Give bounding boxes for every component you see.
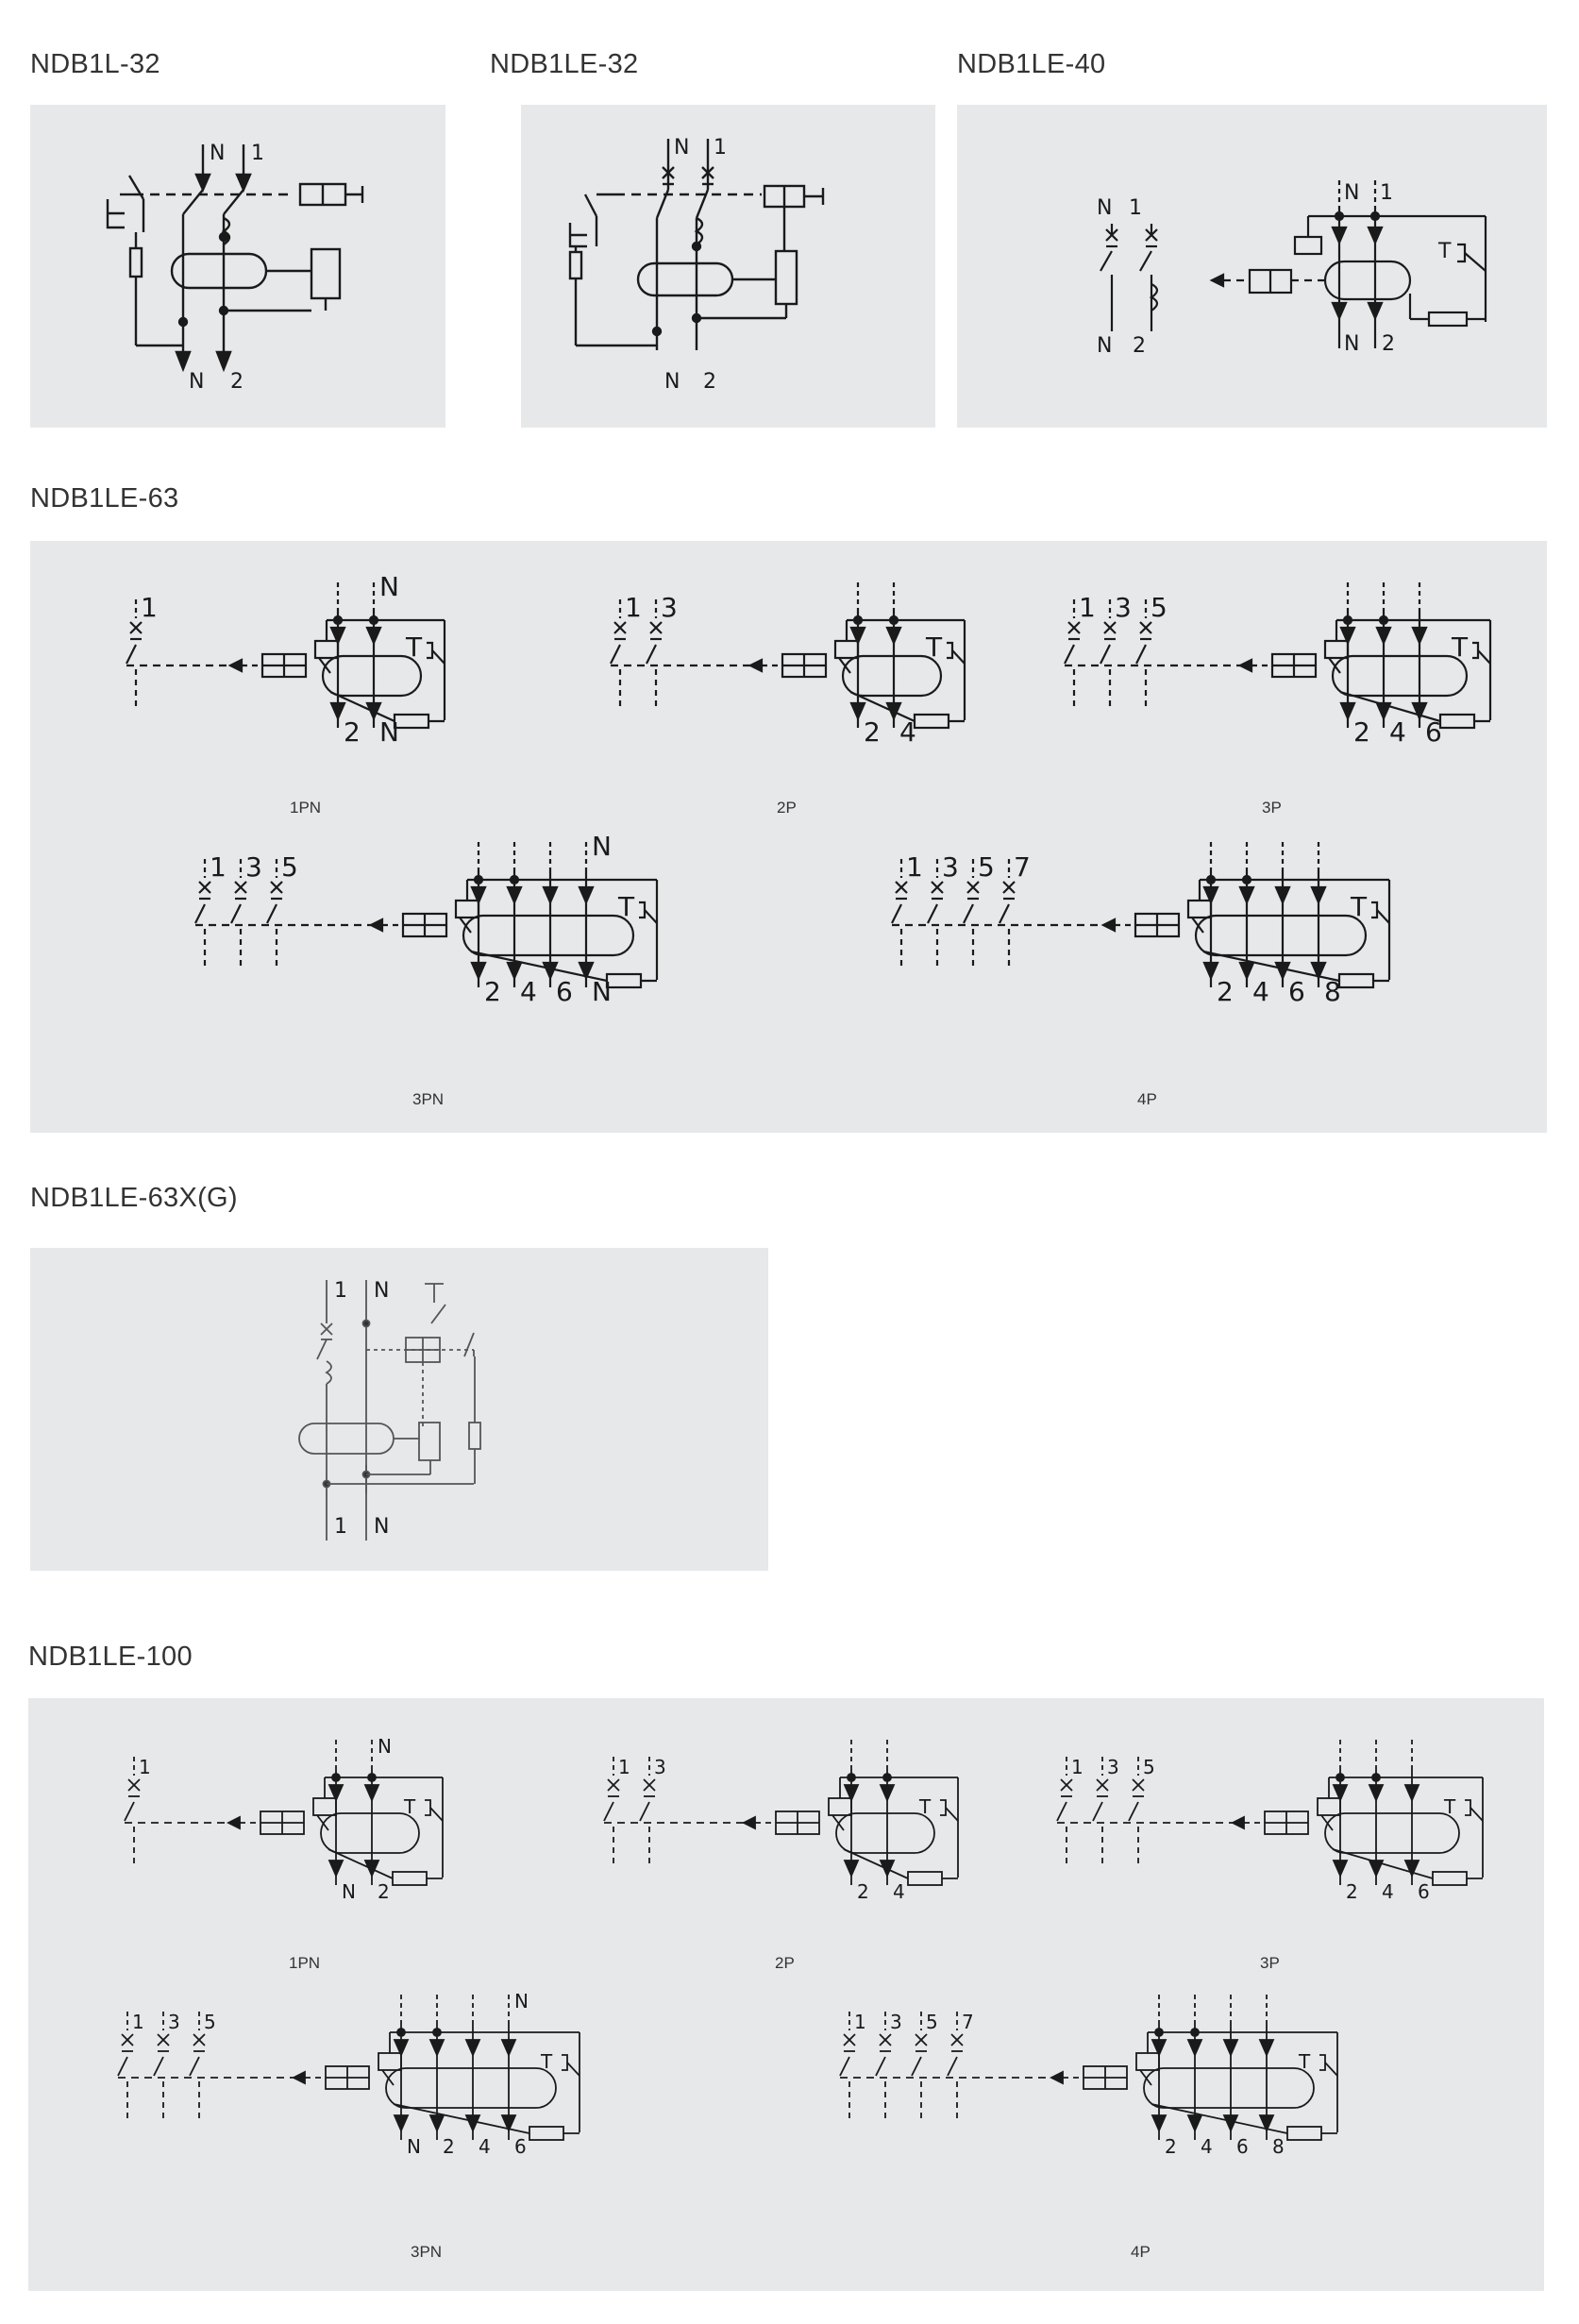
ndb1le63-1pn-node xyxy=(370,616,378,624)
ndb1le63-3pn-terminal-label: 6 xyxy=(556,976,573,1007)
ndb1le100-3pn-pole-contact xyxy=(154,2057,163,2076)
ndb1le100-4p-pole-label: 3 xyxy=(890,2011,902,2033)
label-in-n: N xyxy=(210,142,226,165)
ndb1le100-4p-arrow-out xyxy=(1152,2115,1166,2130)
ndb1le100-3pn-top-n-label: N xyxy=(514,1990,529,2012)
title-ndb1l-32: NDB1L-32 xyxy=(30,49,160,79)
ndb1le100-3p-arrow-out xyxy=(1334,1861,1347,1876)
ndb1le63-3pn-relay-link xyxy=(460,918,471,933)
ndb1le63-2p-pole-label: 3 xyxy=(661,592,678,623)
ndb1le63-4p-test-label: T xyxy=(1351,891,1368,922)
ndb1le100-2p-resistor xyxy=(908,1872,942,1885)
ndb1le100-3p-pole-contact xyxy=(1093,1802,1102,1821)
ndb1le100-3pn-pole-contact xyxy=(118,2057,127,2076)
ndb1le100-3p-test-contact xyxy=(1470,1808,1483,1821)
label-out-2: 2 xyxy=(703,370,716,394)
ndb1le63-3pn-pole-label: 3 xyxy=(245,851,262,883)
ndb1le63-3pn-arrow-in xyxy=(508,887,521,902)
ndb1le63-3pn-relay xyxy=(456,901,479,918)
ndb1le100-1pn-resistor xyxy=(393,1872,427,1885)
ndb1le63-1pn-pole-contact xyxy=(126,645,136,664)
ndb1le63-2p-terminal-label: 2 xyxy=(864,716,881,748)
ndb1le63-2p-arrow-in xyxy=(887,628,900,643)
diagram-ndb1le-40 xyxy=(957,105,1547,428)
ndb1le63-4p-test-button xyxy=(1371,902,1377,918)
ndb1le100-1pn-relay xyxy=(313,1798,336,1815)
caption-100-2p: 2P xyxy=(775,1954,795,1972)
ndb1le100-2p-test-label: T xyxy=(919,1795,932,1818)
ndb1le100-4p-pole-label: 7 xyxy=(962,2011,974,2033)
ndb1le100-4p-terminal-label: 2 xyxy=(1165,2135,1177,2158)
label-out-2: 2 xyxy=(230,370,244,394)
caption-100-4p: 4P xyxy=(1131,2243,1151,2261)
ndb1le63-1pn-arrow-in xyxy=(367,628,380,643)
ndb1le63-4p-terminal-label: 2 xyxy=(1217,976,1234,1007)
ndb1le100-4p-arrow-in xyxy=(1188,2040,1201,2055)
ndb1le100-3pn-arrow-out xyxy=(395,2115,408,2130)
caption-63-1pn: 1PN xyxy=(290,799,322,817)
ndb1le100-3p-pole-label: 5 xyxy=(1143,1756,1155,1778)
panel-ndb1l-32 xyxy=(30,105,445,428)
xg-label-bottom-n: N xyxy=(374,1515,390,1539)
xg-label-top-1: 1 xyxy=(334,1279,347,1303)
ndb1le63-1pn-link-arrow xyxy=(230,660,242,671)
ndb1le100-3p-node xyxy=(1336,1774,1344,1781)
ndb1le63-1pn-test-contact xyxy=(432,650,445,664)
diagram-ndb1le-63xg xyxy=(30,1248,768,1571)
ndb1le100-3pn-test-contact xyxy=(567,2063,580,2076)
ndb1le100-3p-terminal-label: 4 xyxy=(1382,1880,1394,1903)
ndb1le100-2p-relay xyxy=(829,1798,851,1815)
ndb1le100-4p-test-button xyxy=(1319,2055,1325,2070)
ndb1le63-3pn-pole-contact xyxy=(231,904,241,923)
ndb1le63-4p-relay xyxy=(1188,901,1211,918)
ndb1le63-3pn-toroid xyxy=(463,916,633,955)
ndb1le100-3p-resistor xyxy=(1433,1872,1467,1885)
ndb1le63-4p-pole-label: 5 xyxy=(978,851,995,883)
ndb1le63-1pn-arrow-out xyxy=(331,703,344,718)
ndb1le100-3pn-arrow-out xyxy=(430,2115,444,2130)
label-in-1: 1 xyxy=(714,136,727,160)
ndb1le63-3pn-arrow-out xyxy=(508,963,521,978)
ndb1le63-3pn-pole-contact xyxy=(267,904,277,923)
ndb1le100-4p-node xyxy=(1191,2029,1199,2036)
ndb1le100-4p-pole-label: 5 xyxy=(926,2011,938,2033)
ndb1le63-3p-pole-contact xyxy=(1136,645,1146,664)
ndb1le100-4p-link-arrow xyxy=(1051,2072,1063,2083)
ndb1le100-3pn-pole-label: 5 xyxy=(204,2011,216,2033)
ndb1le100-3p-toroid xyxy=(1325,1813,1459,1853)
caption-100-3p: 3P xyxy=(1260,1954,1280,1972)
ndb1le100-3pn-arrow-in xyxy=(502,2040,515,2055)
ndb1le100-2p-pole-label: 3 xyxy=(654,1756,666,1778)
ndb1le63-3pn-terminal-label: 4 xyxy=(520,976,537,1007)
ndb1le63-4p-terminal-label: 4 xyxy=(1252,976,1269,1007)
mcb-label-1: 1 xyxy=(1129,196,1142,220)
ndb1le100-3pn-arrow-in xyxy=(466,2040,479,2055)
ndb1le100-3p-link-arrow xyxy=(1233,1817,1244,1828)
ndb1le100-4p-relay-link xyxy=(1140,2070,1151,2085)
ndb1le63-3pn-test-contact xyxy=(645,910,657,923)
label-in-1: 1 xyxy=(251,142,264,165)
ndb1le100-1pn-arrow-in xyxy=(365,1785,378,1800)
ndb1le63-1pn-resistor xyxy=(395,715,428,728)
ndb1le63-3pn-pole-label: 1 xyxy=(210,851,227,883)
ndb1le100-3p-terminal-label: 2 xyxy=(1346,1880,1358,1903)
rcd-label-n: N xyxy=(1344,181,1360,205)
ndb1le63-3p-arrow-in xyxy=(1413,628,1426,643)
rcd-label-out-n: N xyxy=(1344,332,1360,356)
ndb1le63-4p-pole-label: 3 xyxy=(942,851,959,883)
ndb1le63-4p-arrow-out xyxy=(1240,963,1253,978)
ndb1le63-3p-arrow-out xyxy=(1341,703,1354,718)
ndb1le63-3pn-test-label: T xyxy=(618,891,635,922)
ndb1le63-2p-test-contact xyxy=(952,650,965,664)
ndb1le63-3p-node xyxy=(1344,616,1352,624)
ndb1le100-4p-pole-contact xyxy=(840,2057,849,2076)
ndb1le63-1pn-top-n-label: N xyxy=(379,571,399,602)
ndb1le100-3p-relay-link xyxy=(1321,1815,1333,1830)
ndb1le100-3pn-relay xyxy=(378,2053,401,2070)
ndb1le63-3p-node xyxy=(1380,616,1387,624)
ndb1le63-2p-resistor xyxy=(915,715,949,728)
diagram-ndb1le-32 xyxy=(521,105,935,428)
caption-63-2p: 2P xyxy=(777,799,797,817)
ndb1le63-3p-pole-label: 5 xyxy=(1151,592,1167,623)
label-out-n: N xyxy=(189,370,205,394)
ndb1le100-3p-test-button xyxy=(1465,1800,1470,1815)
ndb1le63-4p-toroid xyxy=(1196,916,1366,955)
ndb1le100-1pn-terminal-label: N xyxy=(342,1880,356,1903)
ndb1le63-4p-pole-contact xyxy=(999,904,1009,923)
ndb1le100-1pn-arrow-out xyxy=(329,1861,343,1876)
ndb1le63-2p-pole-contact xyxy=(611,645,620,664)
ndb1le63-3p-test-contact xyxy=(1478,650,1490,664)
ndb1le100-1pn-terminal-label: 2 xyxy=(378,1880,390,1903)
ndb1le100-4p-arrow-out xyxy=(1188,2115,1201,2130)
ndb1le63-3pn-resistor xyxy=(607,974,641,987)
ndb1le63-3pn-link-arrow xyxy=(371,919,382,931)
ndb1le100-2p-pole-contact xyxy=(640,1802,649,1821)
label-out-n: N xyxy=(664,370,680,394)
ndb1le63-4p-arrow-in xyxy=(1312,887,1325,902)
ndb1le63-2p-node xyxy=(854,616,862,624)
ndb1le63-1pn-test-label: T xyxy=(406,632,423,663)
ndb1le100-2p-test-contact xyxy=(946,1808,958,1821)
ndb1le63-4p-pole-contact xyxy=(928,904,937,923)
ndb1le100-3p-pole-label: 1 xyxy=(1071,1756,1083,1778)
ndb1le63-2p-terminal-label: 4 xyxy=(899,716,916,748)
ndb1le63-4p-pole-contact xyxy=(964,904,973,923)
ndb1le63-3p-link-arrow xyxy=(1240,660,1251,671)
ndb1le63-3p-arrow-in xyxy=(1377,628,1390,643)
ndb1le100-4p-test-label: T xyxy=(1299,2050,1311,2073)
ndb1le100-1pn-test-label: T xyxy=(404,1795,416,1818)
ndb1le63-3p-pole-label: 3 xyxy=(1115,592,1132,623)
ndb1le63-2p-pole-label: 1 xyxy=(625,592,642,623)
xg-label-top-n: N xyxy=(374,1279,390,1303)
label-in-n: N xyxy=(674,136,690,160)
ndb1le63-3p-test-button xyxy=(1472,643,1478,658)
ndb1le100-1pn-pole-contact xyxy=(125,1802,134,1821)
ndb1le100-4p-node xyxy=(1155,2029,1163,2036)
ndb1le63-3pn-terminal-label: N xyxy=(592,976,612,1007)
ndb1le100-3pn-test-label: T xyxy=(541,2050,553,2073)
ndb1le100-1pn-node xyxy=(332,1774,340,1781)
ndb1le63-2p-relay xyxy=(835,641,858,658)
caption-100-3pn: 3PN xyxy=(411,2243,443,2261)
ndb1le100-3p-arrow-in xyxy=(1405,1785,1419,1800)
ndb1le100-2p-node xyxy=(883,1774,891,1781)
rcd-test-label: T xyxy=(1438,240,1452,263)
ndb1le63-2p-relay-link xyxy=(839,658,850,673)
ndb1le63-4p-node xyxy=(1243,876,1251,884)
ndb1le100-2p-terminal-label: 2 xyxy=(857,1880,869,1903)
caption-63-3pn: 3PN xyxy=(412,1090,445,1108)
ndb1le100-1pn-node xyxy=(368,1774,376,1781)
ndb1le63-4p-pole-contact xyxy=(892,904,901,923)
ndb1le100-3pn-node xyxy=(397,2029,405,2036)
ndb1le63-4p-arrow-out xyxy=(1204,963,1218,978)
ndb1le63-4p-node xyxy=(1207,876,1215,884)
ndb1le100-4p-resistor xyxy=(1287,2127,1321,2140)
ndb1le63-3pn-pole-contact xyxy=(195,904,205,923)
ndb1le63-3p-terminal-label: 4 xyxy=(1389,716,1406,748)
panel-ndb1le-100 xyxy=(28,1698,1544,2291)
ndb1le63-2p-pole-contact xyxy=(647,645,656,664)
ndb1le63-4p-relay-link xyxy=(1192,918,1203,933)
ndb1le100-4p-arrow-in xyxy=(1224,2040,1237,2055)
caption-100-1pn: 1PN xyxy=(289,1954,321,1972)
ndb1le100-1pn-test-contact xyxy=(430,1808,443,1821)
rcd-label-out-2: 2 xyxy=(1382,332,1395,356)
ndb1le63-4p-link-arrow xyxy=(1103,919,1115,931)
panel-ndb1le-63xg xyxy=(30,1248,768,1571)
ndb1le63-3p-toroid xyxy=(1333,656,1467,696)
ndb1le100-4p-test-contact xyxy=(1325,2063,1337,2076)
ndb1le63-3p-terminal-label: 6 xyxy=(1425,716,1442,748)
ndb1le100-3p-relay xyxy=(1318,1798,1340,1815)
diagram-ndb1le-63 xyxy=(30,541,1547,1133)
ndb1le63-3pn-top-n-label: N xyxy=(592,831,612,862)
ndb1le63-3pn-terminal-label: 2 xyxy=(484,976,501,1007)
ndb1le63-4p-pole-label: 1 xyxy=(906,851,923,883)
ndb1le63-3p-pole-contact xyxy=(1065,645,1074,664)
ndb1le63-4p-pole-label: 7 xyxy=(1014,851,1031,883)
ndb1le63-3p-pole-label: 1 xyxy=(1079,592,1096,623)
title-ndb1le-100: NDB1LE-100 xyxy=(28,1642,193,1672)
ndb1le63-4p-resistor xyxy=(1339,974,1373,987)
ndb1le63-3pn-test-button xyxy=(639,902,645,918)
ndb1le100-3pn-relay-link xyxy=(382,2070,394,2085)
ndb1le100-3p-arrow-in xyxy=(1369,1785,1383,1800)
ndb1le63-2p-node xyxy=(890,616,898,624)
ndb1le100-3p-node xyxy=(1372,1774,1380,1781)
ndb1le100-2p-test-button xyxy=(940,1800,946,1815)
ndb1le100-2p-terminal-label: 4 xyxy=(893,1880,905,1903)
ndb1le63-1pn-test-button xyxy=(427,643,432,658)
panel-ndb1le-40 xyxy=(957,105,1547,428)
ndb1le100-3pn-terminal-label: 2 xyxy=(443,2135,455,2158)
mcb-label-n: N xyxy=(1097,196,1113,220)
ndb1le63-4p-test-contact xyxy=(1377,910,1389,923)
title-ndb1le-63: NDB1LE-63 xyxy=(30,483,179,514)
title-ndb1le-63xg: NDB1LE-63X(G) xyxy=(30,1183,238,1213)
ndb1le100-4p-terminal-label: 8 xyxy=(1272,2135,1285,2158)
ndb1le63-3pn-node xyxy=(511,876,518,884)
title-ndb1le-32: NDB1LE-32 xyxy=(490,49,639,79)
diagram-ndb1le-100 xyxy=(28,1698,1544,2291)
ndb1le63-3pn-node xyxy=(475,876,482,884)
panel-ndb1le-63 xyxy=(30,541,1547,1133)
ndb1le63-1pn-terminal-label: 2 xyxy=(344,716,361,748)
ndb1le100-3p-terminal-label: 6 xyxy=(1418,1880,1430,1903)
ndb1le63-2p-test-label: T xyxy=(926,632,943,663)
ndb1le63-3p-relay xyxy=(1325,641,1348,658)
ndb1le63-3p-terminal-label: 2 xyxy=(1353,716,1370,748)
ndb1le100-3pn-resistor xyxy=(529,2127,563,2140)
ndb1le63-4p-terminal-label: 8 xyxy=(1324,976,1341,1007)
ndb1le63-3p-relay-link xyxy=(1329,658,1340,673)
ndb1le100-3p-pole-contact xyxy=(1057,1802,1067,1821)
ndb1le63-3pn-arrow-in xyxy=(580,887,593,902)
ndb1le100-4p-relay xyxy=(1136,2053,1159,2070)
ndb1le100-2p-link-arrow xyxy=(744,1817,755,1828)
ndb1le100-3pn-test-button xyxy=(562,2055,567,2070)
xg-label-bottom-1: 1 xyxy=(334,1515,347,1539)
ndb1le63-1pn-pole-label: 1 xyxy=(141,592,158,623)
ndb1le100-3pn-arrow-in xyxy=(430,2040,444,2055)
ndb1le100-4p-pole-contact xyxy=(912,2057,921,2076)
ndb1le100-2p-arrow-out xyxy=(845,1861,858,1876)
mcb-label-out-2: 2 xyxy=(1133,334,1146,358)
ndb1le100-4p-pole-contact xyxy=(876,2057,885,2076)
ndb1le100-2p-arrow-in xyxy=(881,1785,894,1800)
diagram-ndb1l-32 xyxy=(30,105,445,428)
ndb1le63-4p-arrow-in xyxy=(1276,887,1289,902)
ndb1le100-4p-toroid xyxy=(1144,2068,1314,2108)
ndb1le100-3p-test-label: T xyxy=(1444,1795,1456,1818)
ndb1le100-3pn-pole-label: 1 xyxy=(132,2011,144,2033)
ndb1le100-2p-node xyxy=(848,1774,855,1781)
ndb1le100-3p-pole-contact xyxy=(1129,1802,1138,1821)
panel-ndb1le-32 xyxy=(521,105,935,428)
ndb1le63-1pn-node xyxy=(334,616,342,624)
ndb1le63-4p-terminal-label: 6 xyxy=(1288,976,1305,1007)
ndb1le100-4p-arrow-in xyxy=(1260,2040,1273,2055)
ndb1le63-3p-pole-contact xyxy=(1100,645,1110,664)
caption-63-4p: 4P xyxy=(1137,1090,1157,1108)
caption-63-3p: 3P xyxy=(1262,799,1282,817)
ndb1le63-4p-arrow-in xyxy=(1240,887,1253,902)
ndb1le100-3pn-pole-contact xyxy=(190,2057,199,2076)
ndb1le63-1pn-relay-link xyxy=(319,658,330,673)
ndb1le100-1pn-top-n-label: N xyxy=(378,1735,392,1758)
ndb1le63-2p-link-arrow xyxy=(750,660,762,671)
ndb1le100-3pn-terminal-label: N xyxy=(407,2135,421,2158)
ndb1le63-3pn-arrow-in xyxy=(544,887,557,902)
ndb1le63-3p-test-label: T xyxy=(1452,632,1469,663)
ndb1le100-3pn-toroid xyxy=(386,2068,556,2108)
ndb1le100-3pn-pole-label: 3 xyxy=(168,2011,180,2033)
ndb1le100-4p-pole-label: 1 xyxy=(854,2011,866,2033)
ndb1le100-4p-terminal-label: 6 xyxy=(1236,2135,1249,2158)
ndb1le63-2p-arrow-out xyxy=(851,703,865,718)
ndb1le100-3pn-terminal-label: 6 xyxy=(514,2135,527,2158)
ndb1le100-3pn-link-arrow xyxy=(294,2072,305,2083)
title-ndb1le-40: NDB1LE-40 xyxy=(957,49,1106,79)
rcd-label-1: 1 xyxy=(1380,181,1393,205)
ndb1le63-3pn-arrow-out xyxy=(472,963,485,978)
ndb1le100-1pn-link-arrow xyxy=(228,1817,240,1828)
ndb1le63-2p-test-button xyxy=(947,643,952,658)
ndb1le100-3p-pole-label: 3 xyxy=(1107,1756,1119,1778)
ndb1le100-3pn-node xyxy=(433,2029,441,2036)
ndb1le100-3pn-terminal-label: 4 xyxy=(479,2135,491,2158)
ndb1le63-3pn-pole-label: 5 xyxy=(281,851,298,883)
ndb1le100-4p-terminal-label: 4 xyxy=(1201,2135,1213,2158)
ndb1le100-2p-pole-label: 1 xyxy=(618,1756,630,1778)
ndb1le63-1pn-terminal-label: N xyxy=(379,716,399,748)
ndb1le100-2p-relay-link xyxy=(832,1815,844,1830)
mcb-label-out-n: N xyxy=(1097,334,1113,358)
ndb1le100-4p-pole-contact xyxy=(948,2057,957,2076)
ndb1le100-2p-pole-contact xyxy=(604,1802,613,1821)
ndb1le63-1pn-relay xyxy=(315,641,338,658)
ndb1le100-1pn-pole-label: 1 xyxy=(139,1756,151,1778)
ndb1le100-1pn-relay-link xyxy=(317,1815,328,1830)
ndb1le100-1pn-test-button xyxy=(425,1800,430,1815)
ndb1le63-3p-resistor xyxy=(1440,715,1474,728)
